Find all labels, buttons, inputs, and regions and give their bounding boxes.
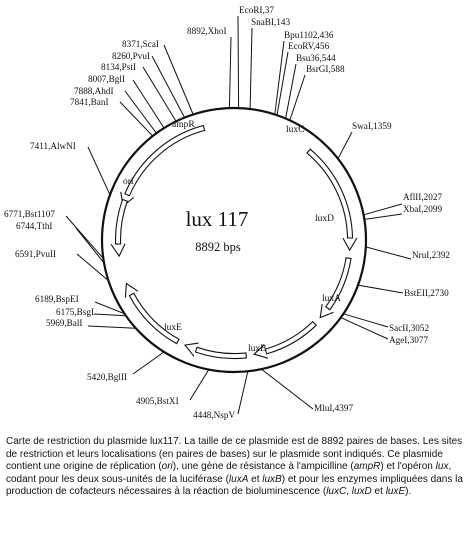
site-leader-line xyxy=(88,147,110,195)
site-leader-line xyxy=(66,216,103,258)
plasmid-size: 8892 bps xyxy=(195,240,241,254)
site-leader-line xyxy=(76,228,104,263)
caption-text: ). xyxy=(405,486,412,498)
site-label: Bpu1102,436 xyxy=(284,30,334,40)
site-leader-line xyxy=(164,45,193,115)
gene-label-luxE: luxE xyxy=(164,323,182,333)
site-label: Bsu36,544 xyxy=(296,53,336,63)
site-label: SwaI,1359 xyxy=(352,121,392,131)
caption-text: ), une gène de résistance à l'ampicilline ( xyxy=(172,461,354,473)
site-label: 6591,PvuII xyxy=(15,249,57,259)
site-label: 4905,BstXI xyxy=(136,396,179,406)
site-label: XbaI,2099 xyxy=(403,204,443,214)
caption-term: luxD xyxy=(351,486,372,498)
site-label: 8134,PstI xyxy=(101,62,136,72)
gene-arrowhead xyxy=(343,238,357,250)
site-leader-line xyxy=(94,314,126,316)
site-label: NruI,2392 xyxy=(412,250,451,260)
site-label: 7841,BanI xyxy=(70,97,109,107)
site-leader-line xyxy=(286,64,296,119)
gene-label-luxD: luxD xyxy=(315,214,334,224)
gene-label-luxA: luxA xyxy=(322,294,341,304)
caption-text: , codant pour les deux sous-unités de la luciférase ( xyxy=(6,461,452,485)
site-leader-line xyxy=(133,352,164,374)
gene-arc xyxy=(116,200,128,245)
site-label: 7888,AhdI xyxy=(74,86,114,96)
site-label: SnaBI,143 xyxy=(251,17,291,27)
caption-term: luxB xyxy=(262,473,282,485)
site-label: MluI,4397 xyxy=(314,403,354,413)
gene-label-ampR: ampR xyxy=(172,120,195,130)
gene-label-luxB: luxB xyxy=(248,344,267,354)
caption-term: lux xyxy=(435,461,449,473)
site-leader-line xyxy=(338,132,352,159)
caption-text: ) et l'opéron xyxy=(380,461,436,473)
site-label: 6771,Bst1107 xyxy=(4,209,55,219)
caption-text: Carte de restriction du plasmide lux117. La taille de ce plasmide est de 8892 paires de bases. Les sites de restriction et leurs localisations (en paires de bases) sur le plasmide sont indiqués. Ce plasmide contient une origine de réplication ( xyxy=(6,436,463,473)
site-leader-line xyxy=(261,369,313,409)
site-label: 8371,ScaI xyxy=(122,39,159,49)
caption-term: ampR xyxy=(353,461,381,473)
site-label: AgeI,3077 xyxy=(389,335,429,345)
site-leader-line xyxy=(238,371,248,414)
site-label: 6744,TthI xyxy=(16,221,53,231)
site-leader-line xyxy=(341,318,388,339)
site-label: 8007,BglI xyxy=(88,74,126,84)
site-label: AflII,2027 xyxy=(403,192,443,202)
site-leader-line xyxy=(143,67,176,121)
gene-arc xyxy=(125,126,205,196)
site-label: SacII,3052 xyxy=(389,323,430,333)
site-leader-line xyxy=(120,102,153,136)
caption-text: et xyxy=(371,486,386,498)
site-label: EcoRV,456 xyxy=(288,41,330,51)
site-leader-line xyxy=(364,204,402,215)
caption-term: ori xyxy=(161,461,173,473)
site-leader-line xyxy=(364,214,402,219)
caption-term: luxE xyxy=(385,486,406,498)
site-leader-line xyxy=(229,37,231,108)
site-leader-line xyxy=(88,326,136,328)
caption-text: ) et pour les enzymes impliquées dans la production de cofacteurs nécessaires à la réaction de bioluminescence ( xyxy=(6,473,463,498)
gene-label-luxC: luxC xyxy=(286,125,305,135)
site-label: 7411,AlwNI xyxy=(30,141,76,151)
site-leader-line xyxy=(343,314,388,327)
caption-text: , xyxy=(346,486,352,498)
caption-term: luxA xyxy=(228,473,249,485)
site-label: 4448,NspV xyxy=(193,410,236,420)
site-leader-line xyxy=(358,285,403,293)
gene-arc xyxy=(129,293,179,343)
gene-arc xyxy=(307,149,353,238)
site-leader-line xyxy=(238,16,239,108)
site-label: 5969,BalI xyxy=(46,318,83,328)
caption-text: et xyxy=(248,473,263,485)
site-leader-line xyxy=(366,247,411,259)
gene-arc xyxy=(195,347,246,358)
caption-term: luxC xyxy=(326,486,347,498)
gene-arrowhead xyxy=(111,244,125,256)
site-leader-line xyxy=(190,370,209,400)
site-leader-line xyxy=(250,28,252,109)
site-label: BstEII,2730 xyxy=(404,288,449,298)
site-label: 8260,PvuI xyxy=(112,51,151,61)
site-leader-line xyxy=(290,75,305,120)
figure-caption xyxy=(6,436,464,499)
site-label: 8892,XhoI xyxy=(187,26,227,36)
plasmid-name: lux 117 xyxy=(185,207,249,231)
site-label: 6189,BspEI xyxy=(35,294,79,304)
gene-label-ori: ori xyxy=(123,177,134,187)
site-label: 5420,BglII xyxy=(87,372,128,382)
site-label: EcoRI,37 xyxy=(239,5,274,15)
site-label: 6175,BsgI xyxy=(56,307,95,317)
site-label: BsrGI,588 xyxy=(306,64,345,74)
